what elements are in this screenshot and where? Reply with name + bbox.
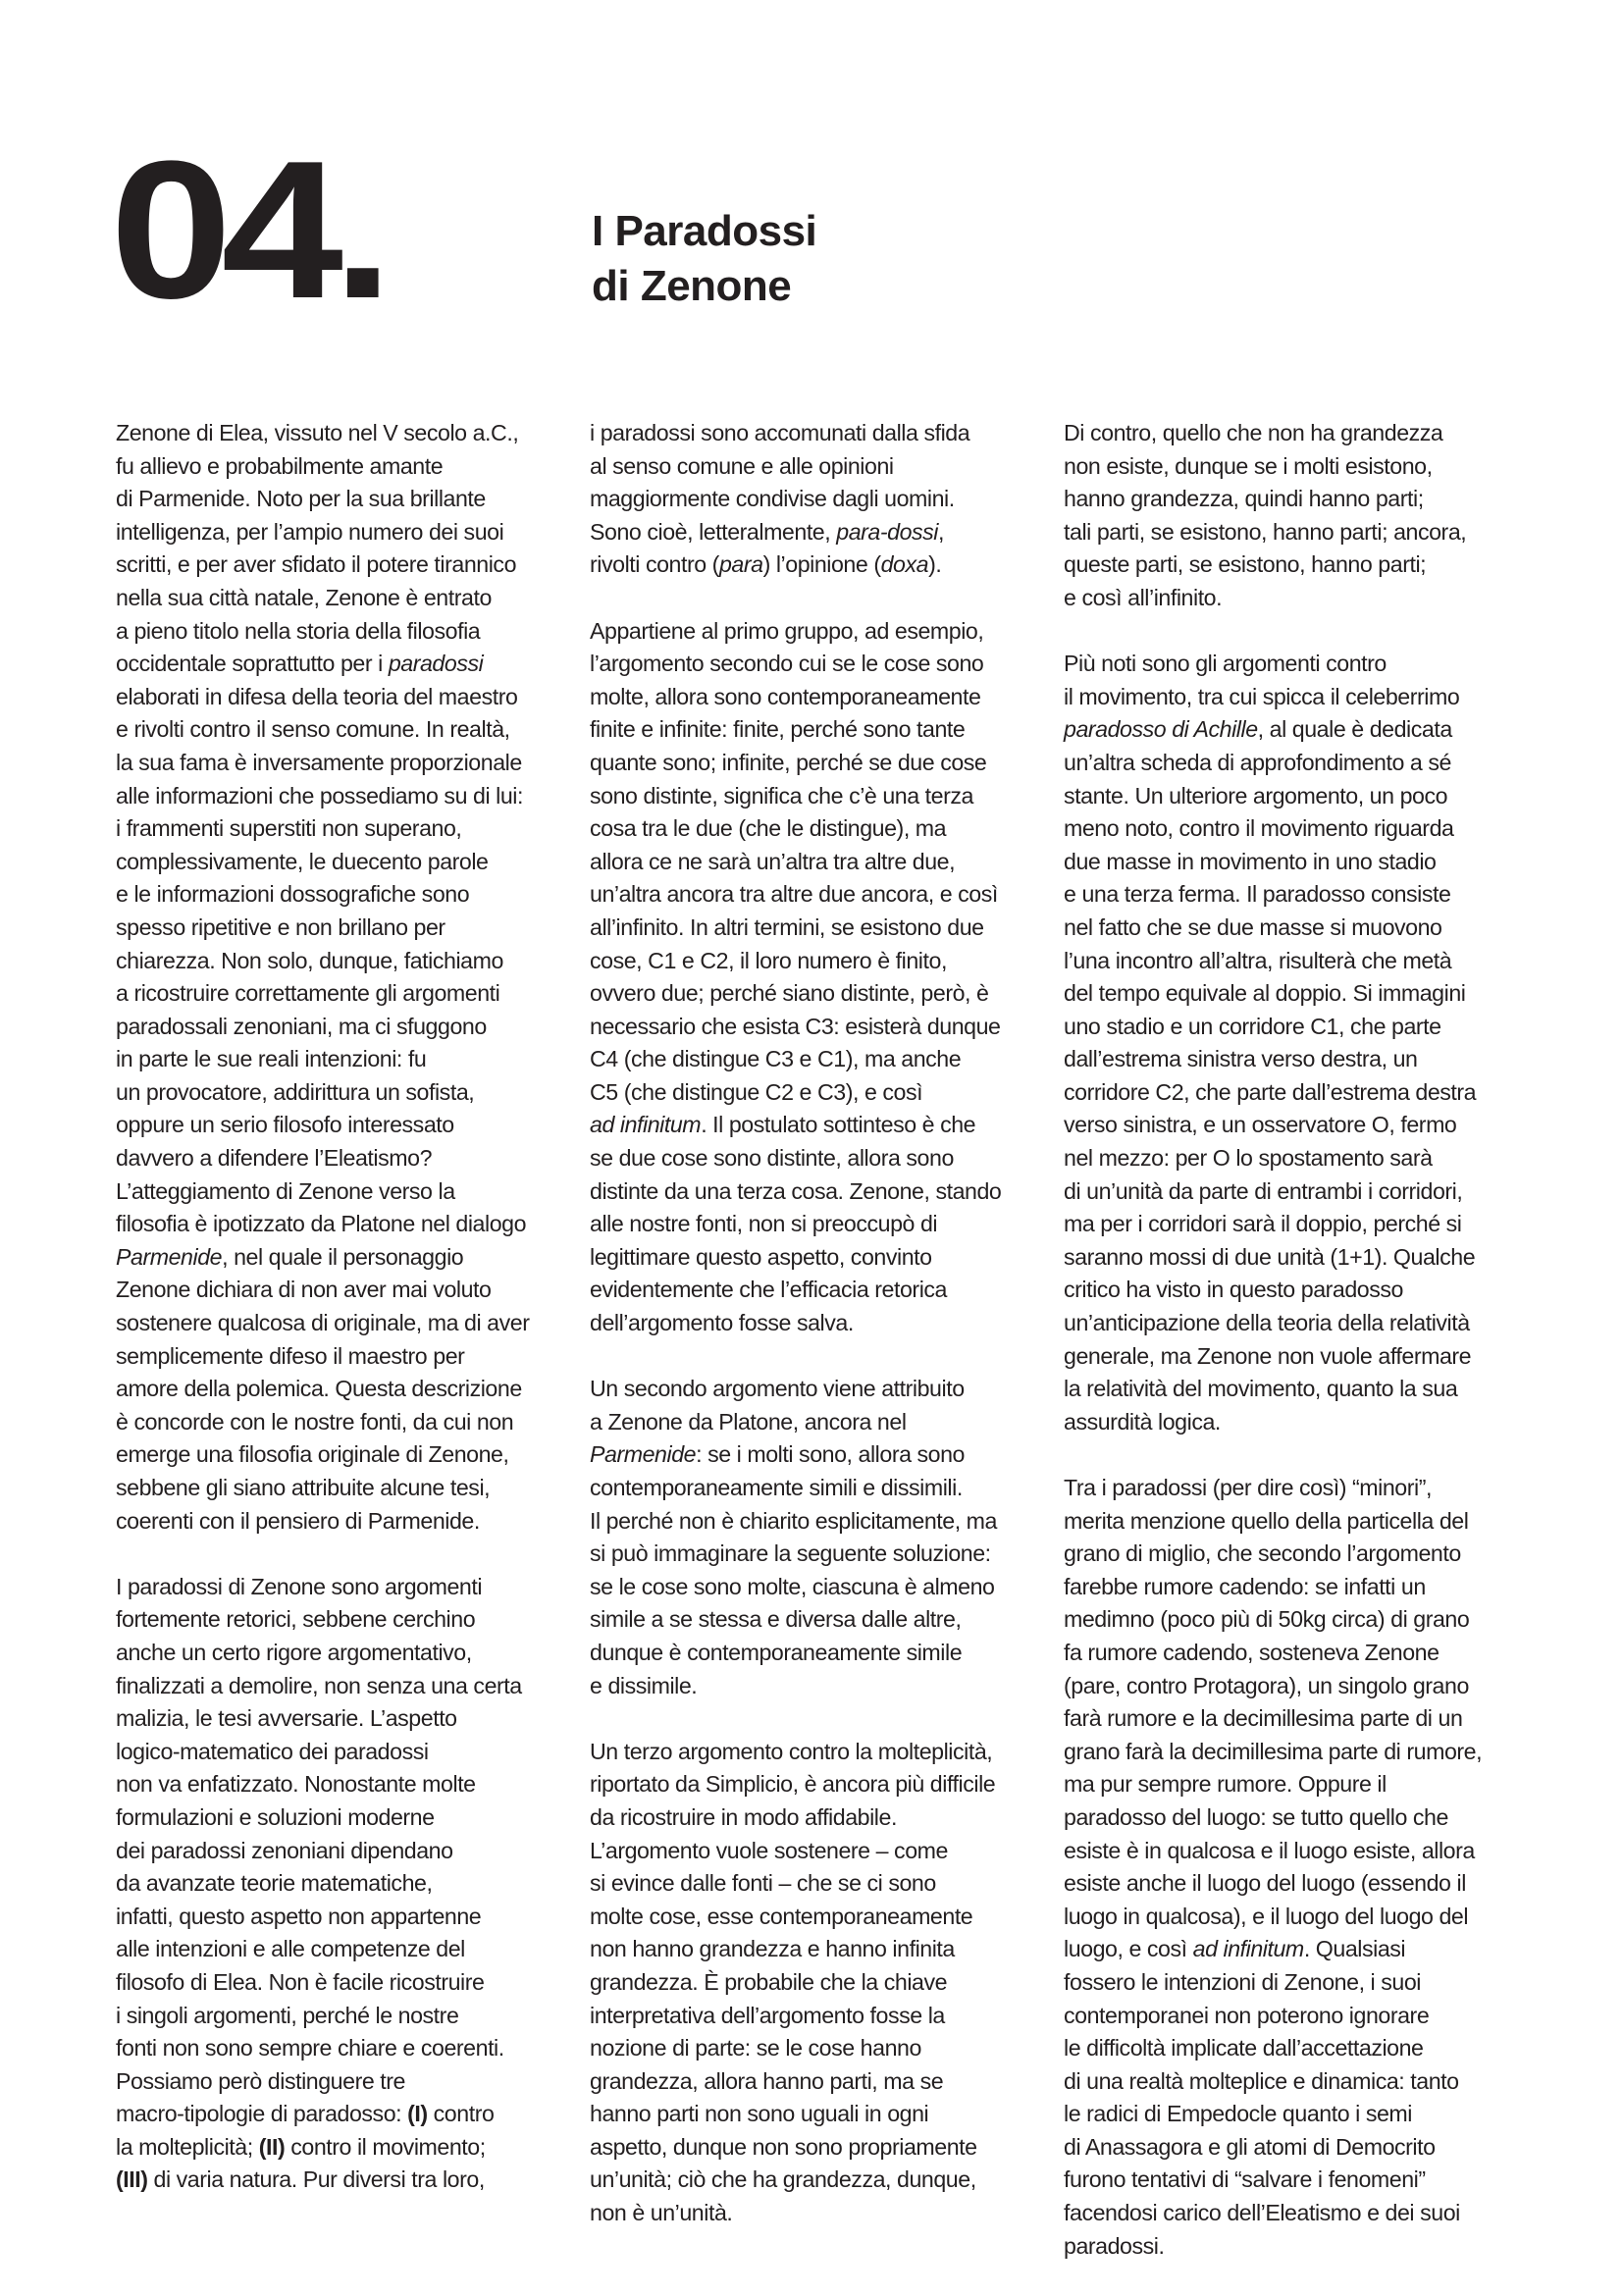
text-line: elaborati in difesa della teoria del maestro [116, 683, 518, 709]
text-line: emerge una filosofia originale di Zenone, [116, 1441, 509, 1468]
text-line: oppure un serio filosofo interessato [116, 1112, 454, 1138]
text-line: semplicemente difeso il maestro per [116, 1342, 465, 1369]
paragraph [1064, 1472, 1535, 2263]
text-line: filosofia è ipotizzato da Platone nel dialogo [116, 1211, 527, 1237]
text-line: paradosso di Achille, al quale è dedicata [1064, 716, 1452, 743]
text-line: dall’estrema sinistra verso destra, un [1064, 1046, 1418, 1072]
text-line: ovvero due; perché siano distinte, però, è [590, 980, 989, 1007]
text-line: i singoli argomenti, perché le nostre [116, 2002, 459, 2028]
text-line: dei paradossi zenoniani dipendano [116, 1837, 453, 1863]
text-line: i paradossi sono accomunati dalla sfida [590, 420, 970, 445]
text-line: I paradossi di Zenone sono argomenti [116, 1573, 483, 1599]
text-line: ma pur sempre rumore. Oppure il [1064, 1771, 1387, 1798]
text-line: amore della polemica. Questa descrizione [116, 1376, 522, 1402]
text-line: (III) di varia natura. Pur diversi tra loro, [116, 2166, 485, 2193]
text-line: si può immaginare la seguente soluzione: [590, 1540, 991, 1567]
text-line: non è un’unità. [590, 2200, 733, 2226]
paragraph [116, 417, 587, 1538]
text-line: del tempo equivale al doppio. Si immagini [1064, 980, 1466, 1007]
text-line: filosofo di Elea. Non è facile ricostruire [116, 1968, 485, 1995]
text-line: esiste anche il luogo del luogo (essendo il [1064, 1870, 1466, 1897]
text-line: intelligenza, per l’ampio numero dei suoi [116, 518, 504, 545]
text-line: le difficoltà implicate dall’accettazione [1064, 2035, 1424, 2061]
text-line: di una realtà molteplice e dinamica: tanto [1064, 2067, 1459, 2094]
text-line: corridore C2, che parte dall’estrema destra [1064, 1078, 1477, 1105]
text-line: da ricostruire in modo affidabile. [590, 1803, 897, 1830]
text-line: logico-matematico dei paradossi [116, 1738, 429, 1764]
text-line: Sono cioè, letteralmente, para-dossi, [590, 518, 945, 545]
text-line: Zenone di Elea, vissuto nel V secolo a.C., [116, 420, 519, 445]
text-line: finalizzati a demolire, non senza una certa [116, 1672, 522, 1698]
text-line: al senso comune e alle opinioni [590, 452, 894, 479]
text-line: dunque è contemporaneamente simile [590, 1639, 963, 1665]
text-line: e una terza ferma. Il paradosso consiste [1064, 881, 1451, 908]
text-line: fortemente retorici, sebbene cerchino [116, 1606, 476, 1633]
text-line: tali parti, se esistono, hanno parti; ancora, [1064, 518, 1467, 545]
text-line: farà rumore e la decimillesima parte di un [1064, 1705, 1463, 1732]
text-line: paradossi. [1064, 2232, 1165, 2259]
text-line: complessivamente, le duecento parole [116, 848, 489, 874]
text-line: un’altra ancora tra altre due ancora, e così [590, 881, 998, 908]
text-line: stante. Un ulteriore argomento, un poco [1064, 782, 1448, 809]
text-line: non hanno grandezza e hanno infinita [590, 1936, 955, 1962]
text-line: L’argomento vuole sostenere – come [590, 1837, 948, 1863]
text-line: alle intenzioni e alle competenze del [116, 1936, 465, 1962]
text-line: chiarezza. Non solo, dunque, fatichiamo [116, 947, 503, 973]
text-line: fu allievo e probabilmente amante [116, 452, 444, 479]
text-line: meno noto, contro il movimento riguarda [1064, 815, 1454, 842]
text-line: rivolti contro (para) l’opinione (doxa). [590, 551, 942, 578]
text-line: non esiste, dunque se i molti esistono, [1064, 452, 1433, 479]
text-line: Un secondo argomento viene attribuito [590, 1376, 965, 1402]
text-line: uno stadio e un corridore C1, che parte [1064, 1013, 1441, 1039]
text-line: a Zenone da Platone, ancora nel [590, 1408, 907, 1435]
text-line: alle informazioni che possediamo su di lui: [116, 782, 523, 809]
paragraph [590, 417, 1061, 582]
text-line: grandezza, allora hanno parti, ma se [590, 2067, 944, 2094]
text-line: due masse in movimento in uno stadio [1064, 848, 1437, 874]
text-line: fossero le intenzioni di Zenone, i suoi [1064, 1968, 1421, 1995]
text-line: di Anassagora e gli atomi di Democrito [1064, 2133, 1436, 2160]
text-line: di Parmenide. Noto per la sua brillante [116, 486, 486, 512]
text-line: se due cose sono distinte, allora sono [590, 1145, 954, 1172]
text-line: medimno (poco più di 50kg circa) di grano [1064, 1606, 1470, 1633]
text-line: hanno parti non sono uguali in ogni [590, 2101, 929, 2127]
paragraph [1064, 417, 1535, 615]
text-line: L’atteggiamento di Zenone verso la [116, 1177, 455, 1204]
text-line: l’una incontro all’altra, risulterà che metà [1064, 947, 1452, 973]
text-line: formulazioni e soluzioni moderne [116, 1803, 435, 1830]
text-line: sono distinte, significa che c’è una terza [590, 782, 973, 809]
text-line: cosa tra le due (che le distingue), ma [590, 815, 947, 842]
text-line: verso sinistra, e un osservatore O, fermo [1064, 1112, 1457, 1138]
text-line: quante sono; infinite, perché se due cose [590, 749, 987, 775]
text-line: a ricostruire correttamente gli argomenti [116, 980, 500, 1007]
text-line: luogo in qualcosa), e il luogo del luogo del [1064, 1903, 1469, 1929]
text-line: la relatività del movimento, quanto la sua [1064, 1376, 1458, 1402]
text-line: davvero a difendere l’Eleatismo? [116, 1145, 433, 1172]
text-line: grano farà la decimillesima parte di rumore, [1064, 1738, 1483, 1764]
text-line: C4 (che distingue C3 e C1), ma anche [590, 1046, 962, 1072]
paragraph [590, 1736, 1061, 2230]
text-line: cose, C1 e C2, il loro numero è finito, [590, 947, 947, 973]
text-line: e rivolti contro il senso comune. In realtà, [116, 716, 510, 743]
text-line: dell’argomento fosse salva. [590, 1310, 854, 1336]
text-line: in parte le sue reali intenzioni: fu [116, 1046, 427, 1072]
text-line: se le cose sono molte, ciascuna è almeno [590, 1573, 995, 1599]
text-line: il movimento, tra cui spicca il celeberrimo [1064, 683, 1460, 709]
text-line: farebbe rumore cadendo: se infatti un [1064, 1573, 1426, 1599]
text-line: merita menzione quello della particella del [1064, 1507, 1469, 1534]
text-line: Parmenide: se i molti sono, allora sono [590, 1441, 966, 1468]
text-line: anche un certo rigore argomentativo, [116, 1639, 472, 1665]
text-line: facendosi carico dell’Eleatismo e dei suoi [1064, 2200, 1460, 2226]
text-line: nel mezzo: per O lo spostamento sarà [1064, 1145, 1433, 1172]
text-line: Un terzo argomento contro la molteplicità, [590, 1738, 993, 1764]
text-line: evidentemente che l’efficacia retorica [590, 1277, 947, 1303]
text-line: non va enfatizzato. Nonostante molte [116, 1771, 476, 1798]
text-line: la sua fama è inversamente proporzionale [116, 749, 522, 775]
text-line: maggiormente condivise dagli uomini. [590, 486, 955, 512]
paragraph [116, 1571, 587, 2197]
text-line: C5 (che distingue C2 e C3), e così [590, 1078, 923, 1105]
text-line: alle nostre fonti, non si preoccupò di [590, 1211, 938, 1237]
text-line: distinte da una terza cosa. Zenone, stando [590, 1177, 1002, 1204]
text-line: spesso ripetitive e non brillano per [116, 913, 445, 940]
text-line: le radici di Empedocle quanto i semi [1064, 2101, 1412, 2127]
text-line: nella sua città natale, Zenone è entrato [116, 584, 492, 610]
text-line: un’unità; ciò che ha grandezza, dunque, [590, 2166, 976, 2193]
text-line: molte cose, esse contemporaneamente [590, 1903, 973, 1929]
text-line: di un’unità da parte di entrambi i corridori, [1064, 1177, 1463, 1204]
text-line: macro-tipologie di paradosso: (I) contro [116, 2101, 495, 2127]
text-column-1 [116, 417, 587, 2230]
text-line: hanno grandezza, quindi hanno parti; [1064, 486, 1424, 512]
text-line: ma per i corridori sarà il doppio, perché si [1064, 1211, 1462, 1237]
paragraph [590, 615, 1061, 1340]
text-line: coerenti con il pensiero di Parmenide. [116, 1507, 480, 1534]
text-line: Appartiene al primo gruppo, ad esempio, [590, 617, 984, 644]
text-line: da avanzate teorie matematiche, [116, 1870, 433, 1897]
text-line: Il perché non è chiarito esplicitamente, ma [590, 1507, 997, 1534]
text-line: necessario che esista C3: esisterà dunque [590, 1013, 1001, 1039]
text-line: nel fatto che se due masse si muovono [1064, 913, 1442, 940]
text-line: luogo, e così ad infinitum. Qualsiasi [1064, 1936, 1406, 1962]
text-line: paradosso del luogo: se tutto quello che [1064, 1803, 1448, 1830]
text-line: molte, allora sono contemporaneamente [590, 683, 981, 709]
text-column-3 [1064, 417, 1535, 2296]
text-line: saranno mossi di due unità (1+1). Qualche [1064, 1243, 1476, 1270]
text-line: è concorde con le nostre fonti, da cui non [116, 1408, 514, 1435]
text-line: fa rumore cadendo, sosteneva Zenone [1064, 1639, 1440, 1665]
text-line: finite e infinite: finite, perché sono tante [590, 716, 966, 743]
text-line: si evince dalle fonti – che se ci sono [590, 1870, 936, 1897]
paragraph [1064, 648, 1535, 1438]
text-line: queste parti, se esistono, hanno parti; [1064, 551, 1427, 578]
text-line: nozione di parte: se le cose hanno [590, 2035, 921, 2061]
paragraph [590, 1373, 1061, 1702]
text-line: infatti, questo aspetto non appartenne [116, 1903, 482, 1929]
text-line: la molteplicità; (II) contro il movimento; [116, 2133, 486, 2160]
chapter-number: 04. [110, 121, 383, 339]
text-line: aspetto, dunque non sono propriamente [590, 2133, 977, 2160]
text-line: Parmenide, nel quale il personaggio [116, 1243, 464, 1270]
text-line: occidentale soprattutto per i paradossi [116, 651, 484, 677]
page-title-line: di Zenone [592, 262, 792, 310]
text-line: scritti, e per aver sfidato il potere tirannico [116, 551, 517, 578]
text-line: ad infinitum. Il postulato sottinteso è che [590, 1112, 976, 1138]
text-line: paradossali zenoniani, ma ci sfuggono [116, 1013, 487, 1039]
text-line: esiste è in qualcosa e il luogo esiste, allora [1064, 1837, 1475, 1863]
text-line: assurdità logica. [1064, 1408, 1221, 1435]
text-line: l’argomento secondo cui se le cose sono [590, 651, 984, 677]
text-line: grandezza. È probabile che la chiave [590, 1968, 948, 1995]
text-line: malizia, le tesi avversarie. L’aspetto [116, 1705, 457, 1732]
text-line: grano di miglio, che secondo l’argomento [1064, 1540, 1461, 1567]
text-line: un’anticipazione della teoria della relatività [1064, 1310, 1470, 1336]
text-line: un provocatore, addirittura un sofista, [116, 1078, 475, 1105]
text-column-2 [590, 417, 1061, 2263]
text-line: (pare, contro Protagora), un singolo grano [1064, 1672, 1469, 1698]
text-line: interpretativa dell’argomento fosse la [590, 2002, 945, 2028]
text-line: Di contro, quello che non ha grandezza [1064, 420, 1443, 445]
text-line: contemporaneamente simili e dissimili. [590, 1475, 963, 1500]
text-line: un’altra scheda di approfondimento a sé [1064, 749, 1451, 775]
text-line: allora ce ne sarà un’altra tra altre due, [590, 848, 956, 874]
text-line: Più noti sono gli argomenti contro [1064, 651, 1387, 677]
text-line: generale, ma Zenone non vuole affermare [1064, 1342, 1472, 1369]
text-line: critico ha visto in questo paradosso [1064, 1277, 1403, 1303]
text-line: contemporanei non poterono ignorare [1064, 2002, 1430, 2028]
text-line: fonti non sono sempre chiare e coerenti. [116, 2035, 504, 2061]
page-title [592, 204, 816, 314]
text-line: e dissimile. [590, 1672, 698, 1698]
text-line: e le informazioni dossografiche sono [116, 881, 470, 908]
text-line: simile a se stessa e diversa dalle altre, [590, 1606, 962, 1633]
text-line: e così all’infinito. [1064, 584, 1223, 610]
text-line: Zenone dichiara di non aver mai voluto [116, 1277, 492, 1303]
text-line: Tra i paradossi (per dire così) “minori”, [1064, 1475, 1432, 1500]
text-line: sostenere qualcosa di originale, ma di aver [116, 1310, 530, 1336]
text-line: i frammenti superstiti non superano, [116, 815, 462, 842]
text-line: riportato da Simplicio, è ancora più difficile [590, 1771, 996, 1798]
text-line: furono tentativi di “salvare i fenomeni” [1064, 2166, 1426, 2193]
text-line: legittimare questo aspetto, convinto [590, 1243, 932, 1270]
page-title-line: I Paradossi [592, 207, 817, 255]
text-line: sebbene gli siano attribuite alcune tesi, [116, 1475, 491, 1500]
text-line: Possiamo però distinguere tre [116, 2067, 405, 2094]
text-line: a pieno titolo nella storia della filosofia [116, 617, 481, 644]
text-line: all’infinito. In altri termini, se esistono due [590, 913, 984, 940]
